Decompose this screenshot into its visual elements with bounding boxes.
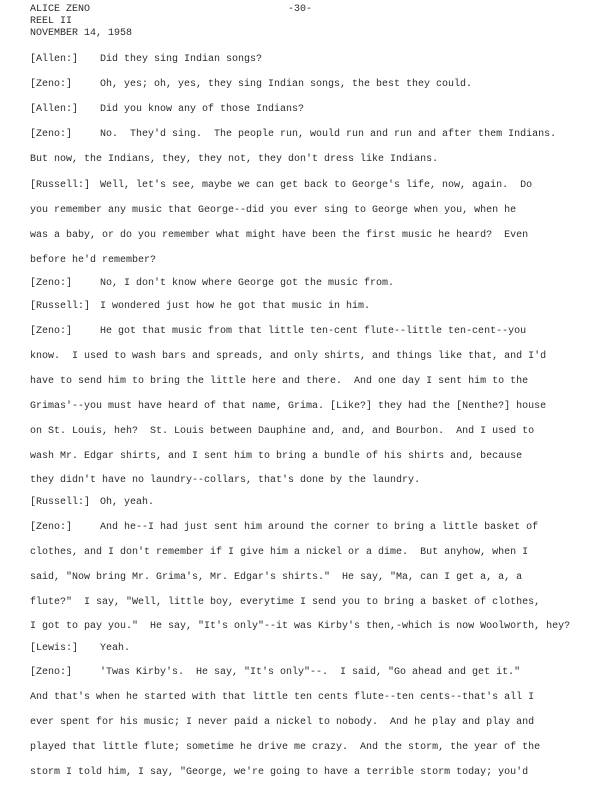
line-text: they didn't have no laundry--collars, that's done by the laundry.	[30, 475, 421, 486]
transcript-line	[30, 351, 546, 363]
speaker-label: [Zeno:]	[30, 522, 73, 533]
speaker-label: [Allen:]	[30, 54, 79, 65]
transcript-line	[30, 401, 546, 413]
line-text: know. I used to wash bars and spreads, and only shirts, and things like that, and I'd	[30, 351, 547, 362]
transcript-line	[30, 230, 528, 242]
transcript-line	[30, 475, 420, 487]
transcript-line	[30, 180, 532, 192]
transcript-line	[30, 154, 438, 166]
transcript-line	[30, 667, 520, 679]
line-text: you remember any music that George--did you ever sing to George when you, when he	[30, 205, 517, 216]
speaker-label: [Zeno:]	[30, 79, 73, 90]
speaker-label: [Zeno:]	[30, 667, 73, 678]
line-text: Well, let's see, maybe we can get back to George's life, now, again. Do	[100, 180, 533, 191]
line-text: Yeah.	[100, 643, 131, 654]
transcript-line	[30, 572, 522, 584]
line-text: Oh, yeah.	[100, 497, 155, 508]
line-text: And he--I had just sent him around the corner to bring a little basket of	[100, 522, 539, 533]
transcript-line	[30, 767, 528, 779]
line-text: Did you know any of those Indians?	[100, 104, 305, 115]
line-text: No. They'd sing. The people run, would run and run and after them Indians.	[100, 129, 557, 140]
transcript-line	[30, 522, 538, 534]
line-text: have to send him to bring the little here and there. And one day I sent him to the	[30, 376, 529, 387]
speaker-label: [Russell:]	[30, 180, 91, 191]
transcript-line	[30, 326, 526, 338]
interview-date: NOVEMBER 14, 1958	[30, 28, 133, 39]
transcript-line	[30, 643, 130, 655]
transcript-line	[30, 278, 394, 290]
line-text: No, I don't know where George got the music from.	[100, 278, 395, 289]
line-text: ever spent for his music; I never paid a nickel to nobody. And he play and play and	[30, 717, 535, 728]
transcript-line	[30, 717, 534, 729]
line-text: played that little flute; sometime he drive me crazy. And the storm, the year of the	[30, 742, 541, 753]
line-text: But now, the Indians, they, they not, they don't dress like Indians.	[30, 154, 439, 165]
line-text: before he'd remember?	[30, 255, 157, 266]
transcript-line	[30, 376, 528, 388]
transcript-line	[30, 451, 522, 463]
transcript-line	[30, 54, 262, 66]
line-text: on St. Louis, heh? St. Louis between Dauphine and, and, and Bourbon. And I used to	[30, 426, 535, 437]
line-text: 'Twas Kirby's. He say, "It's only"--. I said, "Go ahead and get it."	[100, 667, 521, 678]
reel-label: REEL II	[30, 16, 73, 27]
line-text: And that's when he started with that little ten cents flute--ten cents--that's all I	[30, 692, 535, 703]
line-text: wash Mr. Edgar shirts, and I sent him to bring a bundle of his shirts and, because	[30, 451, 523, 462]
line-text: He got that music from that little ten-cent flute--little ten-cent--you	[100, 326, 527, 337]
transcript-line	[30, 205, 516, 217]
transcript-line	[30, 255, 156, 267]
transcript-line	[30, 692, 534, 704]
speaker-label: [Zeno:]	[30, 326, 73, 337]
line-text: clothes, and I don't remember if I give him a nickel or a dime. But anyhow, when I	[30, 547, 529, 558]
transcript-line	[30, 547, 528, 559]
line-text: flute?" I say, "Well, little boy, everytime I send you to bring a basket of clothes,	[30, 597, 541, 608]
interviewee-name: ALICE ZENO	[30, 4, 91, 15]
speaker-label: [Zeno:]	[30, 278, 73, 289]
line-text: storm I told him, I say, "George, we're going to have a terrible storm today; you'd	[30, 767, 529, 778]
speaker-label: [Allen:]	[30, 104, 79, 115]
line-text: I wondered just how he got that music in him.	[100, 301, 371, 312]
transcript-line	[30, 426, 534, 438]
transcript-line	[30, 104, 304, 116]
transcript-line	[30, 497, 154, 509]
transcript-line	[30, 621, 570, 633]
page-number: -30-	[288, 4, 313, 15]
speaker-label: [Russell:]	[30, 301, 91, 312]
line-text: said, "Now bring Mr. Grima's, Mr. Edgar's shirts." He say, "Ma, can I get a, a, a	[30, 572, 523, 583]
transcript-line	[30, 129, 556, 141]
line-text: I got to pay you." He say, "It's only"--it was Kirby's then,-which is now Woolworth, hey?	[30, 621, 571, 632]
line-text: Did they sing Indian songs?	[100, 54, 263, 65]
transcript-line	[30, 301, 370, 313]
line-text: Oh, yes; oh, yes, they sing Indian songs, the best they could.	[100, 79, 473, 90]
transcript-line	[30, 597, 540, 609]
speaker-label: [Lewis:]	[30, 643, 79, 654]
transcript-line	[30, 742, 540, 754]
line-text: was a baby, or do you remember what might have been the first music he heard? Even	[30, 230, 529, 241]
transcript-line	[30, 79, 472, 91]
line-text: Grimas'--you must have heard of that name, Grima. [Like?] they had the [Nenthe?] house	[30, 401, 547, 412]
speaker-label: [Zeno:]	[30, 129, 73, 140]
speaker-label: [Russell:]	[30, 497, 91, 508]
